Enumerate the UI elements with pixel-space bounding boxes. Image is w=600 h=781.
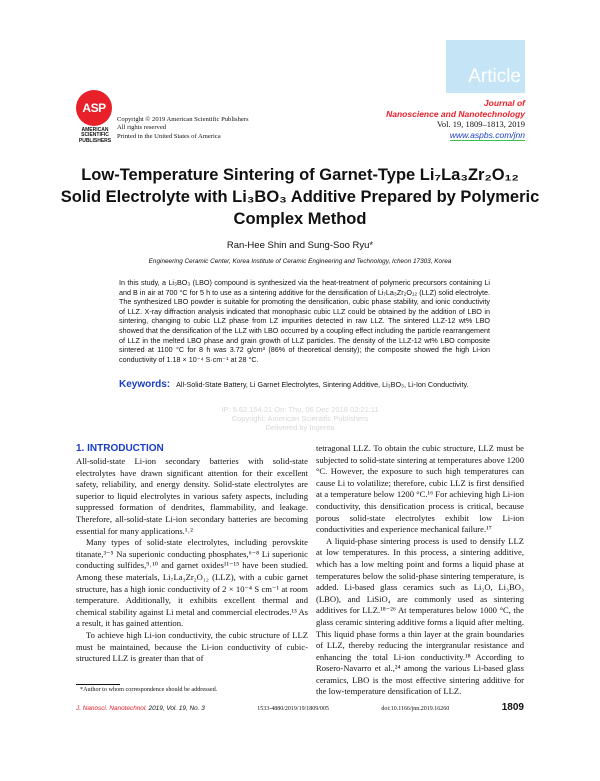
publisher-name (76, 128, 114, 144)
publisher-line: AMERICAN (81, 127, 109, 133)
abstract: In this study, a Li₃BO₃ (LBO) compound is synthesized via the heat-treatment of polymeric precursors containing Li and B in air at 700 °C for 5 h to use as a sintering additive for the densification of Li₇La₃Zr₂O₁₂ (LLZ) solid electrolyte. The synthesized LBO powder is suitable for promoting the densification, cubic phase stability, and ionic conductivity of LLZ. X-ray diffraction analysis indicated that monophasic cubic LLZ could be obtained by the addition of LBO in sintering, changing to cubic LLZ phase from LZ impurities detected in raw LLZ. The sintered LLZ-12 wt% LBO showed that the densification of the LLZ with LBO occurred by a coupling effect including the particle rearrangement of LLZ in the melted LBO phase and grain growth of LLZ particles. The density of the LLZ-12 wt% LBO composite sintered at 1100 °C for 8 h was 3.72 g/cm³ (86% of theoretical density); the composite showed the high Li-ion conductivity of 1.18 × 10⁻⁴ S·cm⁻¹ at 28 °C. (119, 278, 490, 364)
asp-logo-icon: ASP (76, 90, 112, 126)
page-footer (76, 702, 524, 713)
affiliation: Engineering Ceramic Center, Korea Institute of Ceramic Engineering and Technology, Icheon 17303, Korea (148, 258, 452, 265)
article-label: Article (468, 66, 521, 87)
watermark-line: Delivered by Ingenta (265, 423, 335, 432)
copyright-line: All rights reserved (117, 124, 167, 132)
publisher-logo (76, 90, 114, 144)
keywords-text: All-Solid-State Battery, Li Garnet Electrolytes, Sintering Additive, Li₃BO₃, Li-Ion Conductivity. (176, 380, 469, 389)
watermark-line: Copyright: American Scientific Publishers (231, 414, 369, 423)
keywords (119, 380, 490, 390)
journal-name: Nanoscience and Nanotechnology (386, 108, 525, 119)
publisher-line: PUBLISHERS (78, 137, 112, 144)
watermark-line: IP: 5.62.154.21 On: Thu, 06 Dec 2018 02:21:11 (221, 405, 379, 414)
paragraph: All-solid-state Li-ion secondary batteries with solid-state electrolytes have drawn significant attention for their excellent safety, reliability, and energy density. Solid-state electrolytes are superior to liquid electrolytes in various safety aspects, including suppressed formation of dendrites, flammability, and leakage. Therefore, all-solid-state Li-ion secondary batteries are becoming essential for many applications.¹˒² (76, 456, 308, 536)
footer-volume: 2019, Vol. 19, No. 3 (148, 705, 205, 712)
footer-issn: 1533-4880/2019/19/1809/005 (257, 706, 329, 712)
keywords-label: Keywords: (119, 379, 171, 390)
copyright-line: Printed in the United States of America (117, 132, 221, 140)
article-label-box (446, 40, 525, 93)
publisher-line: SCIENTIFIC (81, 132, 109, 139)
footer-doi: doi:10.1166/jnn.2019.16260 (381, 706, 450, 712)
copyright-line: Copyright © 2019 American Scientific Publishers (117, 116, 249, 123)
journal-name: Journal of (483, 98, 525, 108)
left-column (76, 442, 308, 665)
journal-url-link[interactable]: www.aspbs.com/jnn (449, 129, 525, 140)
paragraph: Many types of solid-state electrolytes, including perovskite titanate,³⁻⁵ Na superionic conducting phosphates,⁶⁻⁸ Li superionic conducting sulfides,⁹˒¹⁰ and garnet oxides¹¹⁻¹⁵ have been studied. Among these materials, Li₇La₃Zr₂O₁₂ (LLZ), with a cubic garnet structure, has a high ionic conductivity of 2 × 10⁻⁴ S cm⁻¹ at room temperature. Additionally, it exhibits excellent thermal and chemical stability against Li metal and commercial electrodes.¹³ As a result, it has gained attention. (76, 537, 308, 629)
paper-title: Low-Temperature Sintering of Garnet-Type Li₇La₃Zr₂O₁₂ Solid Electrolyte with Li₃BO₃ Additive Prepared by Polymeric Complex Method (60, 166, 540, 228)
authors: Ran-Hee Shin and Sung-Soo Ryu* (226, 240, 374, 251)
right-column (316, 443, 524, 698)
watermark (0, 405, 600, 432)
journal-info (386, 98, 525, 140)
paragraph: To achieve high Li-ion conductivity, the cubic structure of LLZ must be maintained, because the Li-ion conductivity of cubic-structured LLZ is greater than that of (76, 629, 308, 664)
journal-volume: Vol. 19, 1809–1813, 2019 (436, 119, 525, 129)
paragraph: tetragonal LLZ. To obtain the cubic structure, LLZ must be subjected to solid-state sintering at temperatures above 1200 °C. However, the exposure to such high temperatures can cause Li to volatilize; therefore, cubic LLZ is first densified at a temperature below 1200 °C.¹⁶ For achieving high Li-ion conductivity, this densification process is critical, because porous solid-state electrolytes exhibit low Li-ion conductivities and experience mechanical failure.¹⁷ (316, 443, 524, 535)
copyright-notice (117, 116, 249, 141)
footnote: *Author to whom correspondence should be addressed. (80, 686, 218, 693)
section-heading: 1. INTRODUCTION (76, 443, 164, 454)
footnote-divider (76, 684, 120, 685)
page-number: 1809 (501, 702, 524, 713)
footer-journal: J. Nanosci. Nanotechnol. (76, 705, 148, 712)
paragraph: A liquid-phase sintering process is used to densify LLZ at low temperatures. In this process, a sintering additive, which has a low melting point and forms a liquid phase at temperatures below the solid-phase sintering temperature, is added. Li-based glass ceramics such as Li₂O, Li₃BO₃ (LBO), and LiSiO₄ are commonly used as sintering additives for LLZ.¹⁸⁻²⁶ At temperatures below 1000 °C, the glass ceramic sintering additive forms a liquid after melting. This liquid phase forms a thin layer at the grain boundaries of LLZ, thereby reducing the intergranular resistance and enhancing the total Li-ion conductivity.¹⁸ According to Rosero-Navarro et al.,²⁴ among the various Li-based glass ceramics, LBO is the most effective sintering additive for the low-temperature densification of LLZ. (316, 535, 524, 697)
